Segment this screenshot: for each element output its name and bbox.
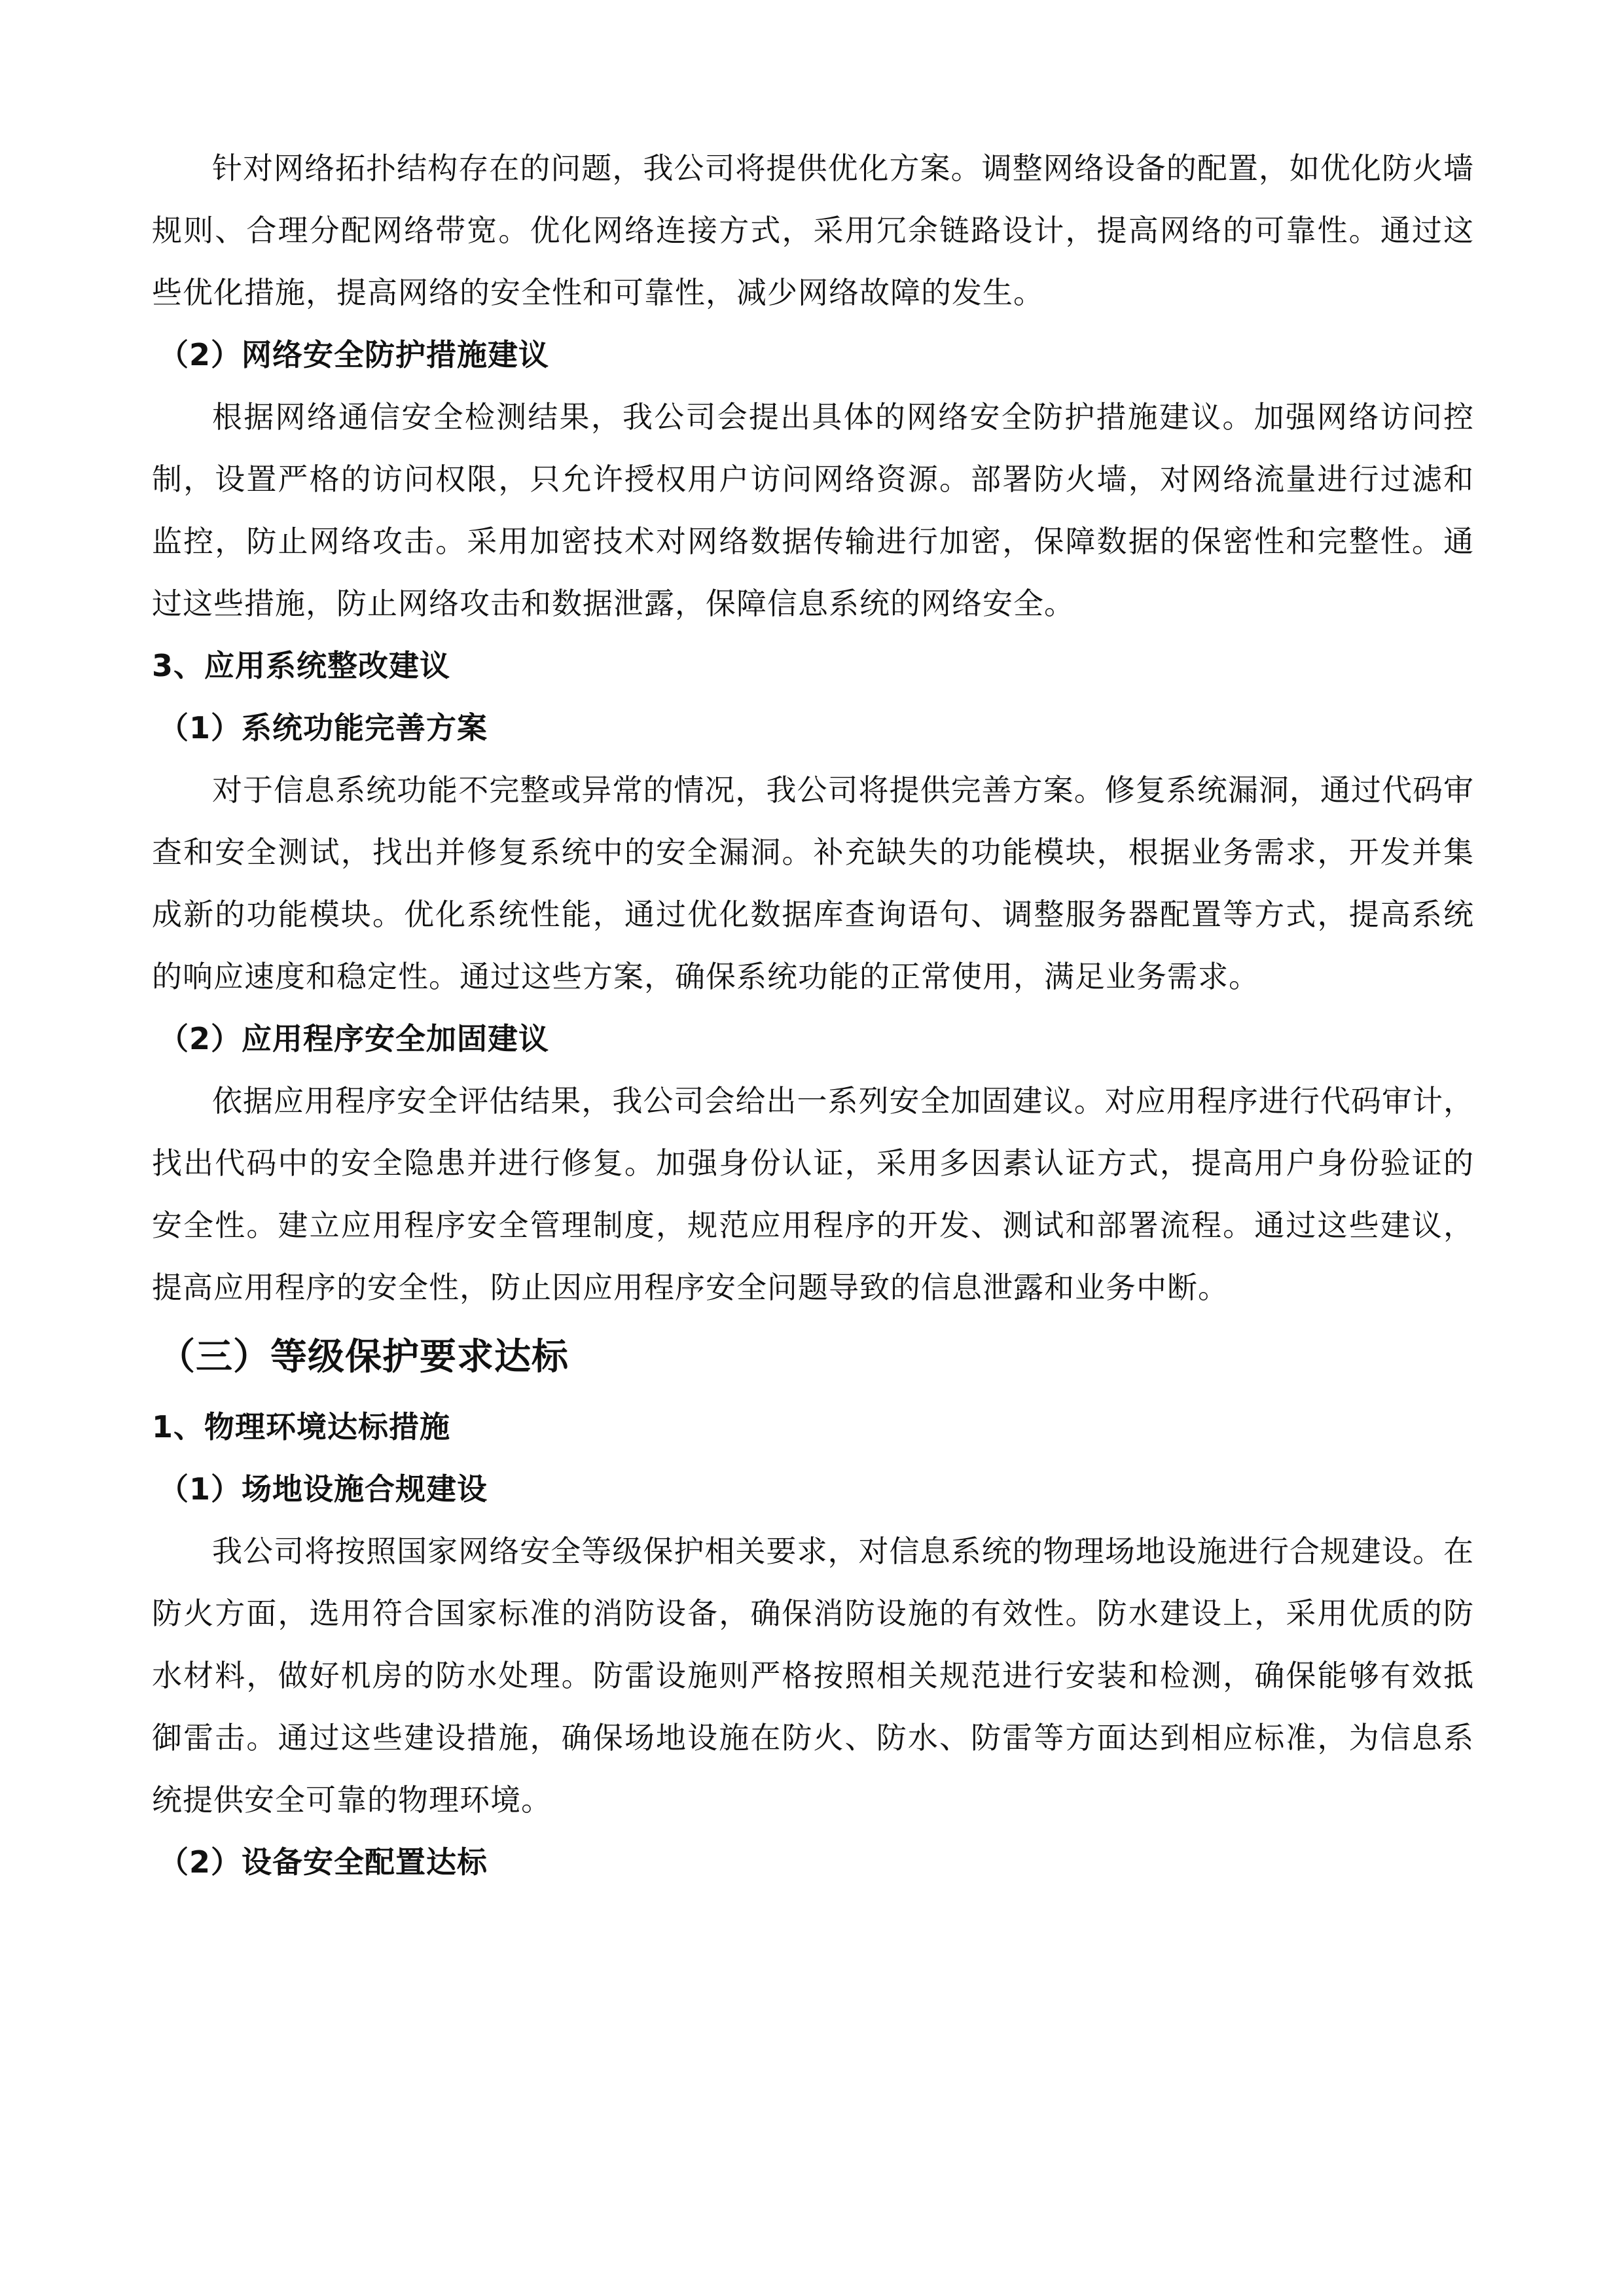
- paragraph-application-security-hardening: 依据应用程序安全评估结果，我公司会给出一系列安全加固建议。对应用程序进行代码审计，找出代码中的安全隐患并进行修复。加强身份认证，采用多因素认证方式，提高用户身份验证的安全性。建立应用程序安全管理制度，规范应用程序的开发、测试和部署流程。通过这些建议，提高应用程序的安全性，防止因应用程序安全问题导致的信息泄露和业务中断。: [152, 1083, 1474, 1305]
- paragraph-network-topology-optimization: 针对网络拓扑结构存在的问题，我公司将提供优化方案。调整网络设备的配置，如优化防火墙规则、合理分配网络带宽。优化网络连接方式，采用冗余链路设计，提高网络的可靠性。通过这些优化措施，提高网络的安全性和可靠性，减少网络故障的发生。: [152, 151, 1474, 310]
- subheading-network-security-measures: （2）网络安全防护措施建议: [158, 337, 550, 372]
- paragraph-network-security-measures: 根据网络通信安全检测结果，我公司会提出具体的网络安全防护措施建议。加强网络访问控制，设置严格的访问权限，只允许授权用户访问网络资源。部署防火墙，对网络流量进行过滤和监控，防止网络攻击。采用加密技术对网络数据传输进行加密，保障数据的保密性和完整性。通过这些措施，防止网络攻击和数据泄露，保障信息系统的网络安全。: [152, 399, 1474, 621]
- subheading-application-security-hardening: （2）应用程序安全加固建议: [158, 1021, 550, 1056]
- paragraph-system-function-improvement: 对于信息系统功能不完整或异常的情况，我公司将提供完善方案。修复系统漏洞，通过代码审查和安全测试，找出并修复系统中的安全漏洞。补充缺失的功能模块，根据业务需求，开发并集成新的功能模块。优化系统性能，通过优化数据库查询语句、调整服务器配置等方式，提高系统的响应速度和稳定性。通过这些方案，确保系统功能的正常使用，满足业务需求。: [152, 772, 1474, 994]
- paragraph-site-facility-compliance: 我公司将按照国家网络安全等级保护相关要求，对信息系统的物理场地设施进行合规建设。在防火方面，选用符合国家标准的消防设备，确保消防设施的有效性。防水建设上，采用优质的防水材料，做好机房的防水处理。防雷设施则严格按照相关规范进行安装和检测，确保能够有效抵御雷击。通过这些建设措施，确保场地设施在防火、防水、防雷等方面达到相应标准，为信息系统提供安全可靠的物理环境。: [152, 1534, 1474, 1818]
- subheading-site-facility-compliance: （1）场地设施合规建设: [158, 1471, 488, 1507]
- heading-application-system-rectification: 3、应用系统整改建议: [152, 648, 451, 683]
- heading-physical-environment-compliance: 1、物理环境达标措施: [152, 1409, 451, 1444]
- section-heading-protection-level-compliance: （三）等级保护要求达标: [158, 1336, 569, 1378]
- subheading-device-security-configuration: （2）设备安全配置达标: [158, 1844, 488, 1880]
- document-page: [152, 137, 1474, 1893]
- subheading-system-function-improvement: （1）系统功能完善方案: [158, 710, 488, 745]
